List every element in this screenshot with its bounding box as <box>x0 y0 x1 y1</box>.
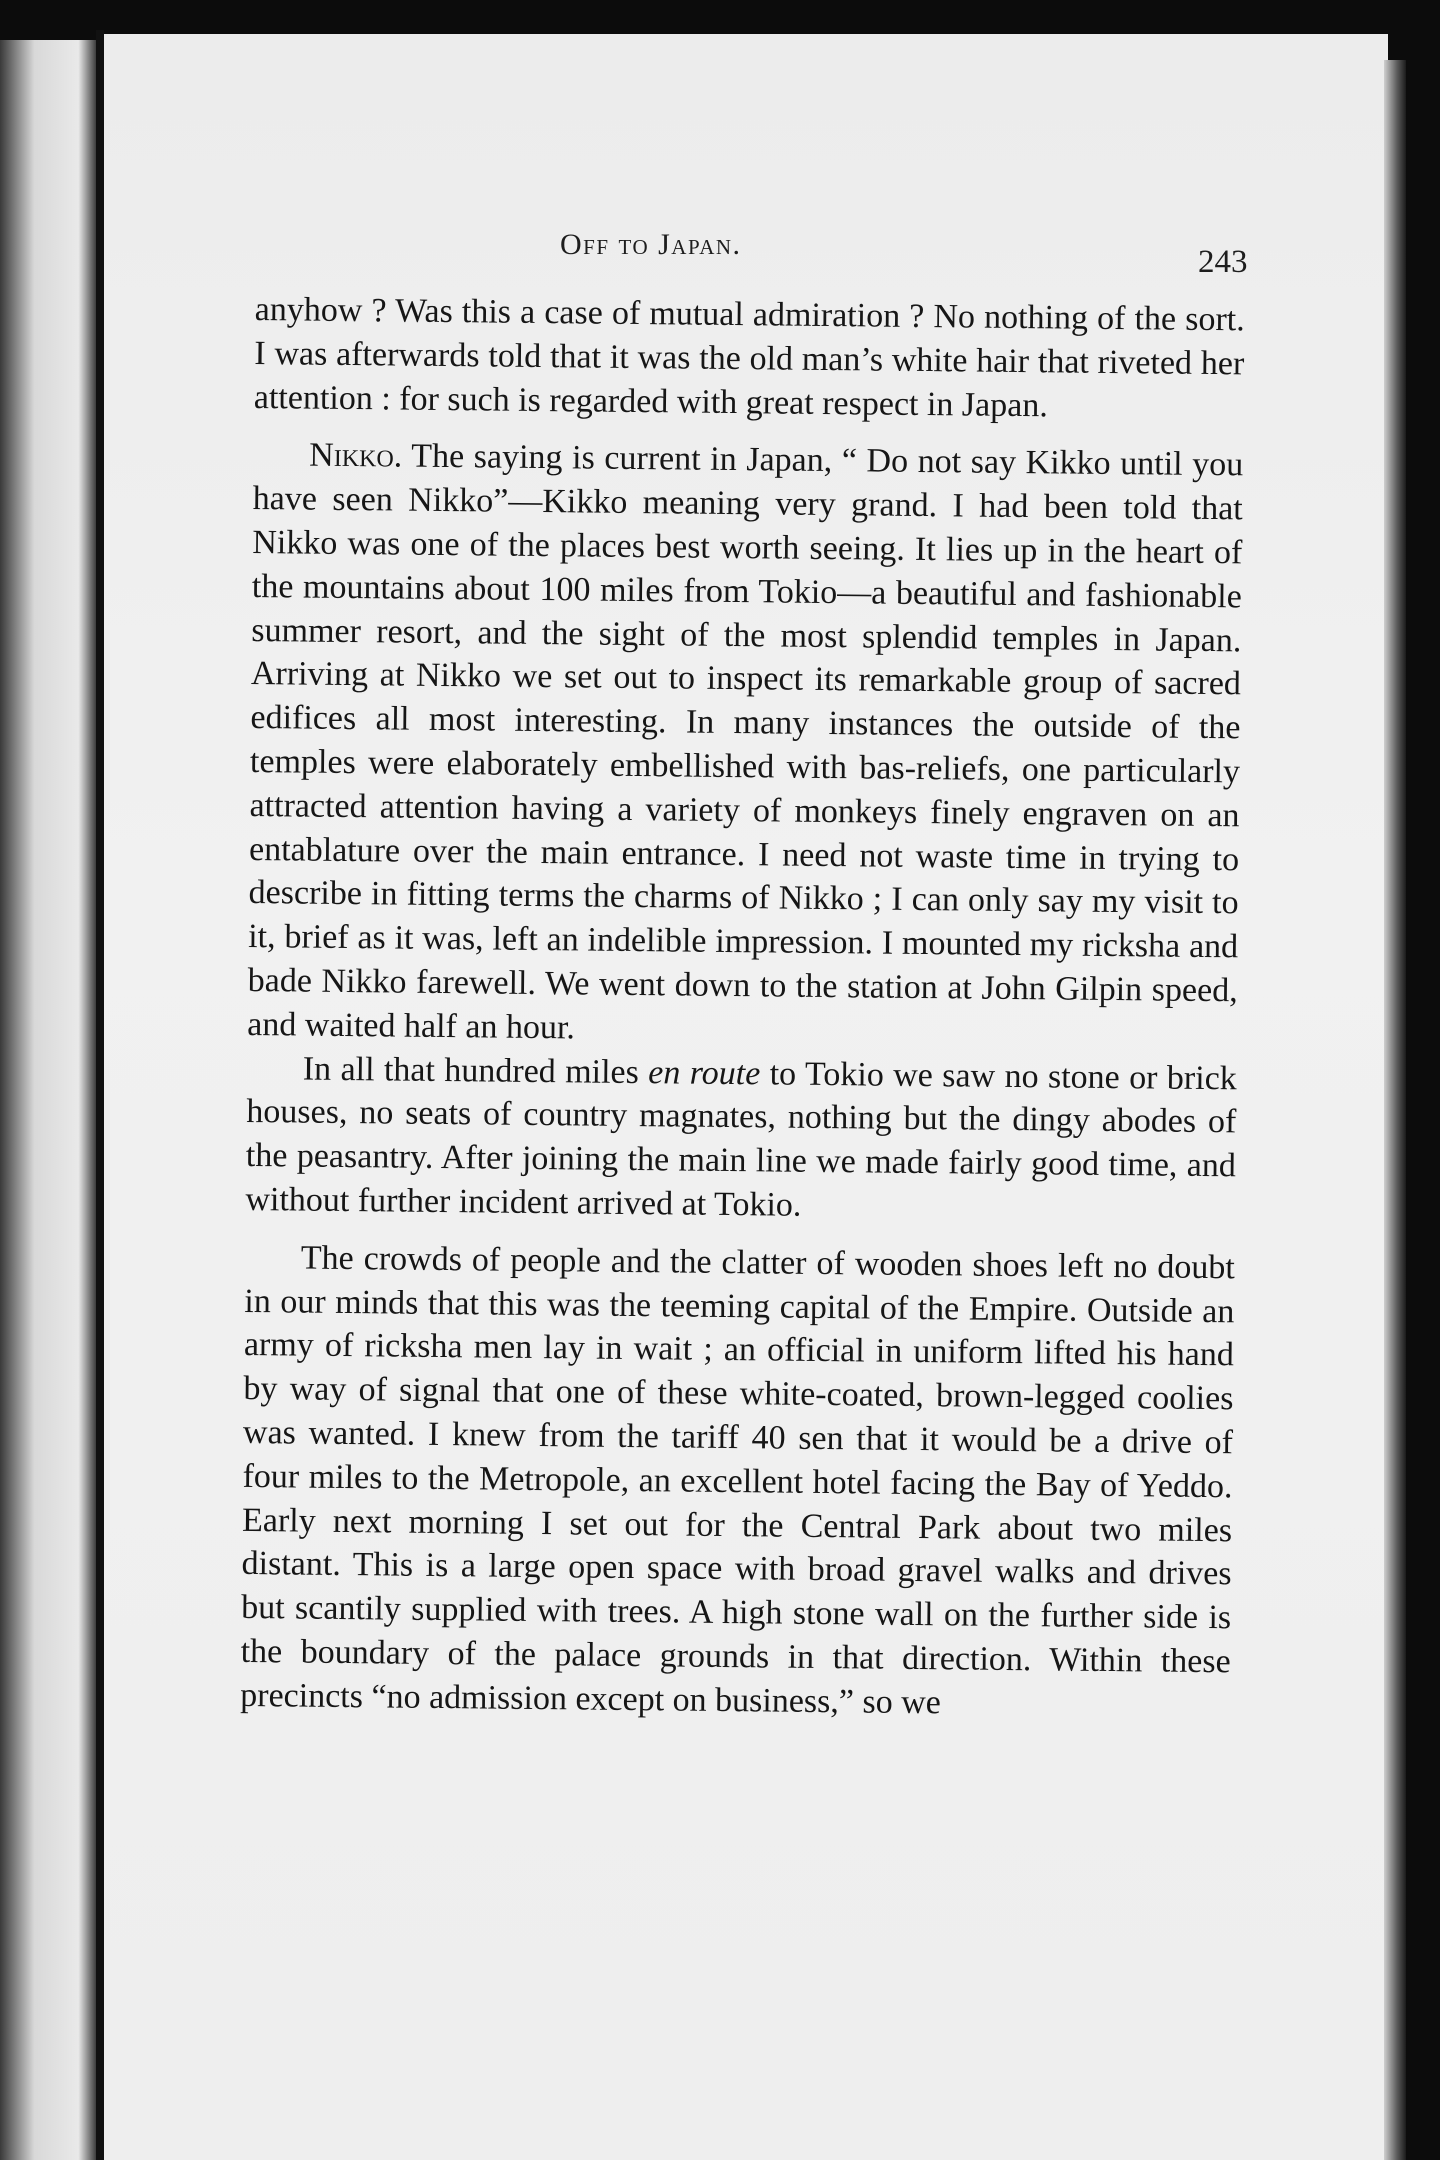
running-header: Off to Japan. <box>560 228 742 261</box>
paragraph-nikko-text: The saying is current in Japan, “ Do not say Kikko until you have seen Nikko”—Kikko meaning very grand. I had been told that Nikko was one of the places best worth seeing. It lies up in the heart of the mountains about 100 miles from Tokio—a beautiful and fashionable summer resort, and the sight of the most splendid temples in Japan. Arriving at Nikko we set out to inspect its remarkable group of sacred edifices all most interesting. In many instances the outside of the temples were elaborately embellished with bas-reliefs, one particularly attracted attention having a variety of monkeys finely engraven on an entablature over the main entrance. I need not waste time in trying to describe in fitting terms the charms of Nikko ; I can only say my visit to it, brief as it was, left an indelible impression. I mounted my ricksha and bade Nikko farewell. We went down to the station at John Gilpin speed, and waited half an hour. <box>247 438 1244 1047</box>
paragraph-nikko <box>247 433 1243 1056</box>
left-page-edge <box>0 40 98 2160</box>
book-binding-shadow <box>96 30 104 2160</box>
body-text <box>240 288 1245 1728</box>
paragraph-journey-end: to Tokio we saw no stone or brick houses, no seats of country magnates, nothing but the dingy abodes of the peasantry. After joining the main line we made fairly good time, and without further incident arrived at Tokio. <box>245 1054 1237 1224</box>
paragraph-journey <box>245 1047 1237 1233</box>
paragraph-tokio: The crowds of people and the clatter of wooden shoes left no doubt in our minds that this was the teeming capital of the Empire. Outside an army of ricksha men lay in wait ; an official in uniform lifted his hand by way of signal that one of these white-coated, brown-legged coolies was wanted. I knew from the tariff 40 sen that it would be a drive of four miles to the Metropole, an excellent hotel facing the Bay of Yeddo. Early next morning I set out for the Central Park about two miles distant. This is a large open space with broad gravel walks and drives but scantily supplied with trees. A high stone wall on the further side is the boundary of the palace grounds in that direction. Within these precincts “no admission except on business,” so we <box>240 1239 1235 1721</box>
paragraph-journey-start: In all that hundred miles <box>302 1050 640 1091</box>
page-number: 243 <box>1198 244 1248 280</box>
section-heading-nikko: Nikko. <box>309 436 403 475</box>
paragraph-continuation: anyhow ? Was this a case of mutual admiration ? No nothing of the sort. I was afterwards told that it was the old man’s white hair that riveted her attention : for such is regarded with great respect in Japan. <box>253 290 1245 424</box>
right-page-edge <box>1384 60 1406 2160</box>
italic-phrase: en route <box>648 1053 761 1092</box>
